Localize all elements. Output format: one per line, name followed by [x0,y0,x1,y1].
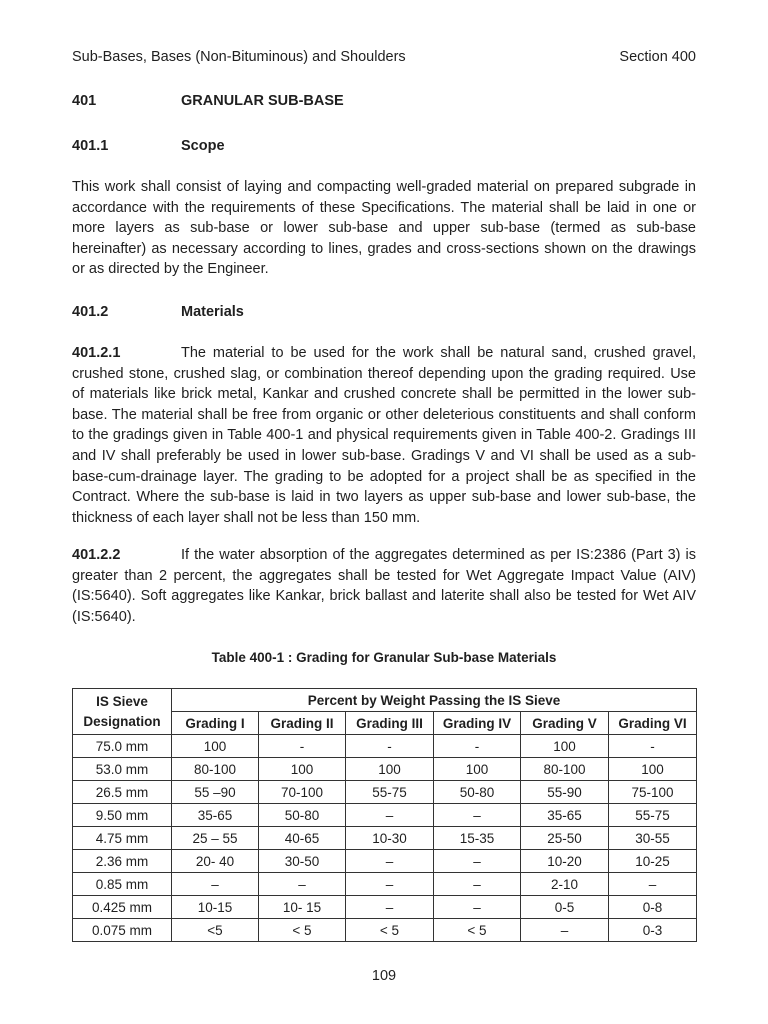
percent-cell: 20- 40 [172,850,259,873]
grade-header-cell: Grading V [521,712,609,735]
percent-cell: 100 [172,735,259,758]
percent-cell: 70-100 [259,781,346,804]
percent-cell: 2-10 [521,873,609,896]
table-row [73,873,697,896]
percent-cell: 10-30 [346,827,434,850]
clause-number: 401.2.1 [72,345,121,361]
grading-table [72,688,697,942]
grade-header-cell: Grading I [172,712,259,735]
percent-cell: – [434,850,521,873]
sieve-size-cell: 0.85 mm [73,873,172,896]
percent-cell: <5 [172,919,259,942]
percent-cell: 10-15 [172,896,259,919]
clause-text: If the water absorption of the aggregates determined as per IS:2386 (Part 3) is greater than 2 percent, the aggregates shall be tested for Wet Aggregate Impact Value (AIV) (IS:5640). Soft aggregates like Kankar, brick ballast and laterite shall also be tested for Wet AIV (IS:5640). [72,547,696,625]
materials-paragraph-401-2-2 [72,545,696,627]
percent-cell: 0-5 [521,896,609,919]
section-number: 401.2 [72,304,109,320]
percent-cell: 0-8 [609,896,697,919]
running-header [72,49,696,65]
percent-cell: 100 [346,758,434,781]
percent-cell: – [434,873,521,896]
percent-cell: - [434,735,521,758]
percent-cell: - [259,735,346,758]
percent-cell: 10- 15 [259,896,346,919]
header-title: Sub-Bases, Bases (Non-Bituminous) and Shoulders [72,49,406,65]
clause-number: 401.2.2 [72,547,121,563]
table-row [73,735,697,758]
section-401-heading [72,93,344,109]
percent-cell: – [172,873,259,896]
document-page [72,0,696,1024]
percent-cell: 35-65 [521,804,609,827]
sieve-size-cell: 75.0 mm [73,735,172,758]
section-401-2-heading [72,304,244,320]
section-title: GRANULAR SUB-BASE [181,93,344,109]
percent-cell: 10-20 [521,850,609,873]
table-row [73,850,697,873]
section-401-1-heading [72,138,225,154]
percent-cell: 80-100 [172,758,259,781]
sieve-size-cell: 26.5 mm [73,781,172,804]
sieve-size-cell: 9.50 mm [73,804,172,827]
clause-text: The material to be used for the work shall be natural sand, crushed gravel, crushed stone, crushed slag, or combination thereof depending upon the grading required. Use of materials like brick metal, Kankar and crushed concrete shall be permitted in the lower sub-base. The material shall be free from organic or other deleterious constituents and shall conform to the gradings given in Table 400-1 and physical requirements given in Table 400-2. Gradings III and IV shall preferably be used in lower sub-base. Gradings V and VI shall be used as a sub-base-cum-drainage layer. The grading to be adopted for a project shall be as specified in the Contract. Where the sub-base is laid in two layers as upper sub-base and lower sub-base, the thickness of each layer shall not be less than 150 mm. [72,345,696,526]
section-number: 401.1 [72,138,109,154]
sieve-size-cell: 53.0 mm [73,758,172,781]
scope-paragraph: This work shall consist of laying and compacting well-graded material on prepared subgrade in accordance with the requirements of these Specifications. The material shall be laid in one or more layers as sub-base or lower sub-base and upper sub-base (termed as sub-base hereinafter) as necessary according to lines, grades and cross-sections shown on the drawings or as directed by the Engineer. [72,179,696,278]
percent-cell: – [609,873,697,896]
percent-cell: – [259,873,346,896]
percent-passing-header: Percent by Weight Passing the IS Sieve [172,689,697,712]
percent-cell: < 5 [259,919,346,942]
sieve-size-cell: 0.075 mm [73,919,172,942]
section-number: 401 [72,93,97,109]
section-title: Materials [181,304,244,320]
percent-cell: 25 – 55 [172,827,259,850]
sieve-size-cell: 0.425 mm [73,896,172,919]
percent-cell: 100 [521,735,609,758]
table-row [73,781,697,804]
header-line: Designation [83,713,161,729]
section-title: Scope [181,138,225,154]
percent-cell: 30-50 [259,850,346,873]
percent-cell: - [609,735,697,758]
percent-cell: 100 [434,758,521,781]
percent-cell: 40-65 [259,827,346,850]
percent-cell: – [434,804,521,827]
grade-header-cell: Grading VI [609,712,697,735]
table-row [73,896,697,919]
percent-cell: 35-65 [172,804,259,827]
percent-cell: < 5 [434,919,521,942]
percent-cell: - [346,735,434,758]
percent-cell: 25-50 [521,827,609,850]
percent-cell: 0-3 [609,919,697,942]
sieve-size-cell: 4.75 mm [73,827,172,850]
percent-cell: – [346,850,434,873]
percent-cell: 50-80 [259,804,346,827]
header-line: IS Sieve [96,693,148,709]
percent-cell: 75-100 [609,781,697,804]
percent-cell: 55-75 [609,804,697,827]
percent-cell: 55-75 [346,781,434,804]
percent-cell: – [521,919,609,942]
materials-paragraph-401-2-1 [72,343,696,528]
percent-cell: – [434,896,521,919]
percent-cell: 30-55 [609,827,697,850]
percent-cell: 10-25 [609,850,697,873]
header-section: Section 400 [619,49,696,65]
percent-cell: 80-100 [521,758,609,781]
percent-cell: 50-80 [434,781,521,804]
percent-cell: 100 [609,758,697,781]
table-row [73,758,697,781]
grade-header-cell: Grading II [259,712,346,735]
table-row [73,804,697,827]
percent-cell: – [346,896,434,919]
table-row [73,919,697,942]
table-body [73,735,697,942]
sieve-size-cell: 2.36 mm [73,850,172,873]
page-number: 109 [371,968,397,984]
grade-header-cell: Grading III [346,712,434,735]
percent-cell: – [346,804,434,827]
percent-cell: 100 [259,758,346,781]
percent-cell: – [346,873,434,896]
percent-cell: < 5 [346,919,434,942]
table-caption: Table 400-1 : Grading for Granular Sub-base Materials [211,650,557,665]
percent-cell: 15-35 [434,827,521,850]
table-row [73,827,697,850]
percent-cell: 55-90 [521,781,609,804]
grade-header-cell: Grading IV [434,712,521,735]
sieve-designation-header [73,689,172,735]
percent-cell: 55 –90 [172,781,259,804]
